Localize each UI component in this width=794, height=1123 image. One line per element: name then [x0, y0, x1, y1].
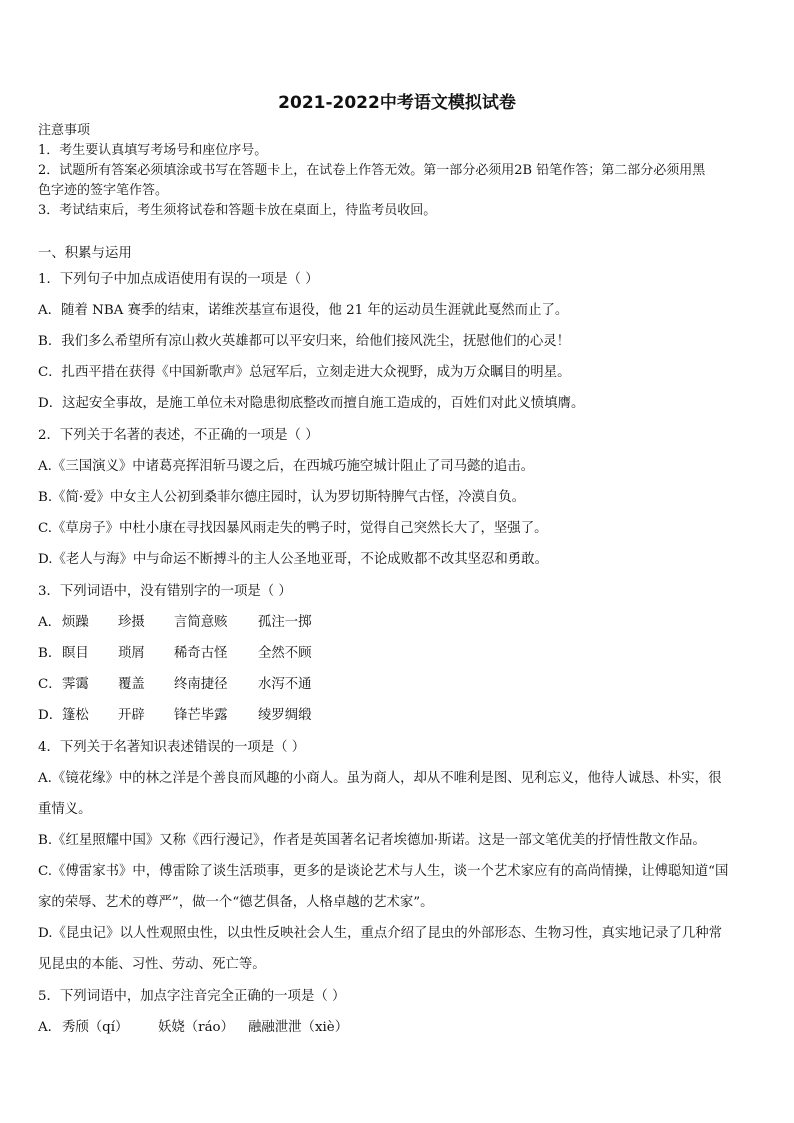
- option-text: 重情义。: [38, 802, 92, 817]
- option-letter: A．: [38, 1020, 62, 1035]
- option-d: [38, 706, 312, 726]
- option-word: 开辟: [118, 708, 145, 723]
- notice-item: 色字迹的签字笔作答。: [38, 183, 169, 198]
- option-word: 全然不顾: [258, 646, 312, 661]
- question-stem: 1．下列句子中加点成语使用有误的一项是（ ）: [38, 272, 319, 287]
- option-d: D．这起安全事故，是施工单位未对隐患彻底整改而擅自施工造成的，百姓们对此义愤填膺。: [38, 396, 585, 411]
- question-stem: 2．下列关于名著的表述，不正确的一项是（ ）: [38, 428, 319, 443]
- notice-item: 3．考试结束后，考生须将试卷和答题卡放在桌面上，待监考员收回。: [38, 203, 437, 218]
- option-b: B.《简·爱》中女主人公初到桑菲尔德庄园时，认为罗切斯特脾气古怪，冷漠自负。: [38, 490, 526, 505]
- option-word: 烦躁: [62, 615, 89, 630]
- option-a: A．随着 NBA 赛季的结束，诺维茨基宣布退役，他 21 年的运动员生涯就此戛然而止了。: [38, 303, 569, 318]
- option-word: 覆盖: [118, 677, 145, 692]
- option-c: C．扎西平措在获得《中国新歌声》总冠军后，立刻走进大众视野，成为万众瞩目的明星。: [38, 365, 571, 380]
- option-text: A.《镜花缘》中的林之洋是个善良而风趣的小商人。虽为商人，却从不唯利是图、见利忘义，他待人诚恳、朴实，很: [38, 771, 722, 786]
- option-word: 终南捷径: [174, 677, 228, 692]
- option-letter: C．: [38, 677, 62, 692]
- option-word: 琐屑: [118, 646, 145, 661]
- section-heading: 一、积累与运用: [38, 246, 132, 261]
- option-word: 妖娆（ráo）: [158, 1020, 235, 1035]
- option-a: [38, 1018, 348, 1038]
- notice-heading: 注意事项: [38, 123, 91, 138]
- option-a: [38, 613, 312, 633]
- option-text: D.《昆虫记》以人性观照虫性，以虫性反映社会人生，重点介绍了昆虫的外部形态、生物习性，真实地记录了几种常: [38, 926, 723, 941]
- option-c: [38, 675, 312, 695]
- option-word: 秀颀（qí）: [62, 1020, 129, 1035]
- option-d: D.《老人与海》中与命运不断搏斗的主人公圣地亚哥，不论成败都不改其坚忍和勇敢。: [38, 552, 548, 567]
- question-stem: 4．下列关于名著知识表述错误的一项是（ ）: [38, 740, 306, 755]
- option-text: B.《红星照耀中国》又称《西行漫记》，作者是英国著名记者埃德加·斯诺。这是一部文笔优美的抒情性散文作品。: [38, 833, 706, 848]
- option-text: 家的荣辱、艺术的尊严”，做一个“德艺俱备，人格卓越的艺术家”。: [38, 895, 434, 910]
- option-letter: D．: [38, 708, 63, 723]
- option-word: 霁霭: [62, 677, 89, 692]
- option-word: 孤注一掷: [258, 615, 312, 630]
- option-b: B．我们多么希望所有凉山救火英雄都可以平安归来，给他们接风洗尘，抚慰他们的心灵！: [38, 334, 571, 349]
- option-letter: B．: [38, 646, 62, 661]
- option-word: 言简意赅: [174, 615, 228, 630]
- option-a: A.《三国演义》中诸葛亮挥泪斩马谡之后，在西城巧施空城计阻止了司马懿的追击。: [38, 459, 534, 474]
- option-text: C.《傅雷家书》中，傅雷除了谈生活琐事，更多的是谈论艺术与人生，谈一个艺术家应有的高尚情操，让傅聪知道“国: [38, 864, 729, 879]
- option-word: 瞑目: [62, 646, 89, 661]
- option-word: 篷松: [62, 708, 89, 723]
- option-word: 锋芒毕露: [174, 708, 228, 723]
- option-word: 绫罗绸缎: [258, 708, 312, 723]
- option-word: 水泻不通: [258, 677, 312, 692]
- option-word: 融融泄泄（xiè）: [248, 1020, 349, 1035]
- option-word: 珍摄: [118, 615, 145, 630]
- notice-item: 1．考生要认真填写考场号和座位序号。: [38, 143, 268, 158]
- option-text: 见昆虫的本能、习性、劳动、死亡等。: [38, 957, 266, 972]
- notice-item: 2．试题所有答案必须填涂或书写在答题卡上，在试卷上作答无效。第一部分必须用2B 铅笔作答；第二部分必须用黑: [38, 163, 706, 178]
- page-title: 2021-2022中考语文模拟试卷: [278, 93, 516, 113]
- option-b: [38, 644, 312, 664]
- question-stem: 5．下列词语中，加点字注音完全正确的一项是（ ）: [38, 989, 346, 1004]
- option-word: 稀奇古怪: [174, 646, 228, 661]
- question-stem: 3．下列词语中，没有错别字的一项是（ ）: [38, 584, 292, 599]
- option-letter: A．: [38, 615, 62, 630]
- option-c: C.《草房子》中杜小康在寻找因暴风雨走失的鸭子时，觉得自己突然长大了，坚强了。: [38, 521, 548, 536]
